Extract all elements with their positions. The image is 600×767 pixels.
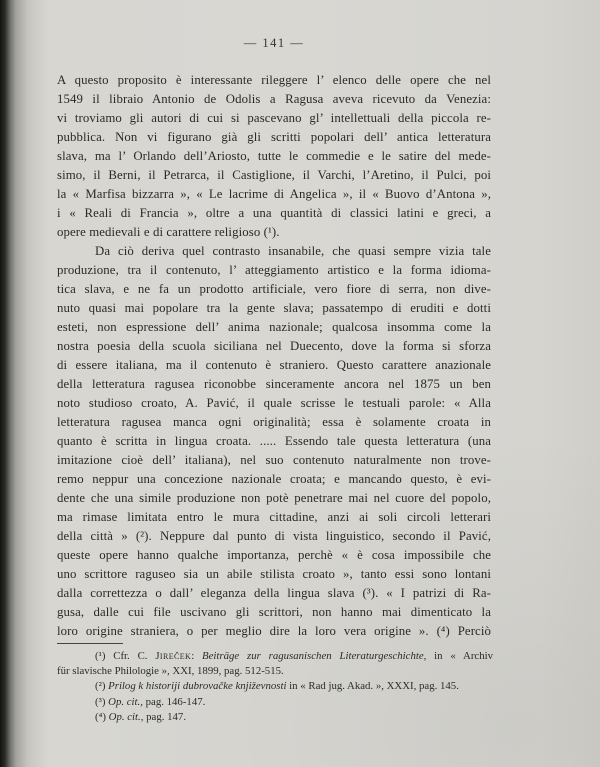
text-line: gusa, dalle cui file uscivano gli scrittori, non hanno mai dimenticato la bbox=[57, 605, 491, 619]
footnote-text-segment: für slavische Philologie », XXI, 1899, pag. 512-515. bbox=[57, 665, 284, 678]
footnote-line bbox=[57, 649, 493, 664]
footnote-line bbox=[57, 679, 493, 694]
text-line: i « Reali di Francia », oltre a una quantità di classici latini e greci, a bbox=[57, 206, 491, 220]
footnote-italic-segment: Prilog k historiji dubrovačke književnosti bbox=[108, 680, 287, 693]
footnote-text-segment: in « Rad jug. Akad. », XXXI, pag. 145. bbox=[286, 680, 459, 693]
text-line: di essere italiana, ma il contenuto è straniero. Questo carattere anazionale bbox=[57, 358, 491, 372]
footnote-text-segment: (¹) Cfr. C. bbox=[95, 650, 156, 662]
footnote-italic-segment: Op. cit., bbox=[108, 695, 143, 708]
footnote-text-segment: (²) bbox=[95, 680, 109, 693]
text-line: A questo proposito è interessante rileggere l’ elenco delle opere che nel bbox=[57, 73, 491, 87]
footnote-text-segment: (⁴) bbox=[95, 710, 109, 723]
text-line: quanto è scritta in lingua croata. ..... Essendo tale questa letteratura (una bbox=[57, 434, 491, 448]
text-line: produzione, tra il contenuto, l’ atteggiamento artistico e la forma idioma- bbox=[57, 263, 491, 277]
footnote-line bbox=[57, 710, 493, 725]
footnote-text-segment: (³) bbox=[95, 695, 109, 708]
footnote-italic-segment: Op. cit., bbox=[108, 710, 144, 723]
text-line: Da ciò deriva quel contrasto insanabile, che quasi sempre vizia tale bbox=[95, 244, 491, 258]
text-line: della città » (²). Neppure dal punto di vista linguistico, secondo il Pavić, bbox=[57, 529, 491, 543]
text-line: dente che una simile produzione non potè penetrare mai nel cuore del popolo, bbox=[57, 491, 491, 505]
text-line: remo neppur una concezione nazionale croata; e mancando questo, è evi- bbox=[57, 472, 491, 486]
footnote-smallcaps-segment: Jireček bbox=[155, 650, 192, 662]
text-line: opere medievali e di carattere religioso (¹). bbox=[57, 225, 280, 239]
text-line: della letteratura ragusea riconobbe sinceramente ancora nel 1875 un ben bbox=[57, 377, 491, 391]
text-line: dalla correttezza o dall’ eleganza della lingua slava (³). « I patrizi di Ra- bbox=[57, 586, 491, 600]
text-line: imitazione cioè dell’ italiana), nel suo contenuto naturalmente non trove- bbox=[57, 453, 491, 467]
page-number: — 141 — bbox=[243, 36, 305, 50]
footnote-italic-segment: Beiträge zur ragusanischen Literaturgeschichte, bbox=[202, 650, 427, 662]
text-line: queste opere hanno qualche importanza, perchè « è cosa impossibile che bbox=[57, 548, 491, 562]
footnote-text-segment: pag. 147. bbox=[143, 710, 187, 723]
text-line: simo, il Berni, il Petrarca, il Castiglione, il Varchi, l’Aretino, il Pulci, poi bbox=[57, 168, 491, 182]
text-line: la « Marfisa bizzarra », « Le lacrime di Angelica », il « Buovo d’Antona », bbox=[57, 187, 491, 201]
text-line: uno scrittore raguseo sia un abile stilista croato », tanto essi sono lontani bbox=[57, 567, 491, 581]
text-line: nostra poesia della scuola siciliana nel Duecento, dove la forma si sforza bbox=[57, 339, 491, 353]
footnote-text-segment: in « Archiv bbox=[426, 650, 493, 662]
footnote-line bbox=[57, 695, 493, 710]
text-line: esteti, non espressione dell’ anima nazionale; qualcosa insomma come la bbox=[57, 320, 491, 334]
text-line: letteratura ragusea manca ogni originalità; essa è solamente croata in bbox=[57, 415, 491, 429]
text-line: loro origine straniera, o per meglio dire la loro vera origine ». (⁴) Perciò bbox=[57, 624, 491, 638]
footnote-text-segment: : bbox=[191, 650, 203, 662]
footnote-rule bbox=[57, 643, 123, 644]
text-line: 1549 il libraio Antonio de Odolis a Ragusa aveva ricevuto da Venezia: bbox=[57, 92, 491, 106]
text-line: noto studioso croato, A. Pavić, il quale scrisse le testuali parole: « Alla bbox=[57, 396, 491, 410]
footnote-line bbox=[57, 664, 493, 679]
text-line: nuto quasi mai popolare tra la gente slava; passatempo di eruditi e dotti bbox=[57, 301, 491, 315]
body-text bbox=[57, 71, 491, 641]
footnote-text-segment: pag. 146-147. bbox=[142, 695, 206, 708]
text-line: slava, ma l’ Orlando dell’Ariosto, tutte le commedie e le satire del mede- bbox=[57, 149, 491, 163]
text-line: pubblica. Non vi figurano già gli scritti popolari dell’ antica letteratura bbox=[57, 130, 491, 144]
text-line: vi troviamo gli autori di cui si pascevano gl’ intellettuali della piccola re- bbox=[57, 111, 491, 125]
text-line: ma rimase limitata entro le mura cittadine, anzi ai soli circoli letterari bbox=[57, 510, 491, 524]
footnotes bbox=[57, 649, 493, 725]
text-line: tica slava, e ne fa un prodotto artificiale, vero fiore di serra, non dive- bbox=[57, 282, 491, 296]
